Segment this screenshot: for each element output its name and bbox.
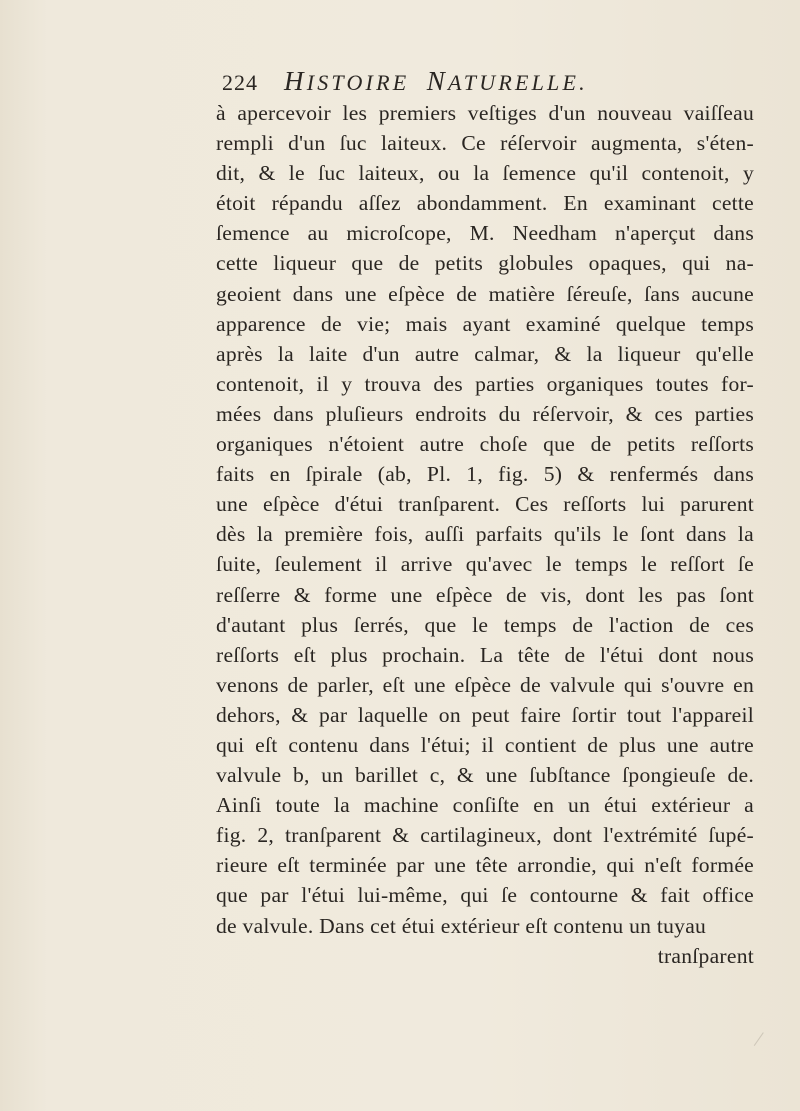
running-title bbox=[284, 66, 588, 97]
text-line: faits en ſpirale (ab, Pl. 1, fig. 5) & renfermés dans bbox=[216, 462, 754, 487]
title-initial-n: N bbox=[426, 66, 448, 96]
text-line: qui eſt contenu dans l'étui; il contient de plus une autre bbox=[216, 732, 754, 757]
text-line: fig. 2, tranſparent & cartilagineux, dont l'extrémité ſupé- bbox=[216, 823, 754, 848]
running-header bbox=[222, 66, 752, 100]
text-line: que par l'étui lui-même, qui ſe contourne & fait office bbox=[216, 883, 754, 908]
text-line: après la laite d'un autre calmar, & la liqueur qu'elle bbox=[216, 341, 754, 366]
text-line: dit, & le ſuc laiteux, ou la ſemence qu'il contenoit, y bbox=[216, 161, 754, 186]
paper-mark bbox=[754, 1032, 766, 1047]
text-line: contenoit, il y trouva des parties organiques toutes for- bbox=[216, 371, 754, 396]
text-line: reſſorts eſt plus prochain. La tête de l'étui dont nous bbox=[216, 642, 754, 667]
text-line: ſemence au microſcope, M. Needham n'aperçut dans bbox=[216, 221, 754, 246]
text-line: rempli d'un ſuc laiteux. Ce réſervoir augmenta, s'éten- bbox=[216, 131, 754, 156]
page-number: 224 bbox=[222, 70, 258, 95]
text-line: reſſerre & forme une eſpèce de vis, dont les pas ſont bbox=[216, 582, 754, 607]
text-line: à apercevoir les premiers veſtiges d'un nouveau vaiſſeau bbox=[216, 101, 754, 125]
text-line: d'autant plus ſerrés, que le temps de l'action de ces bbox=[216, 612, 754, 637]
title-word-istoire: ISTOIRE bbox=[306, 70, 410, 95]
text-line: geoient dans une eſpèce de matière ſéreuſe, ſans aucune bbox=[216, 281, 754, 306]
body-text bbox=[216, 98, 754, 971]
text-line: ſuite, ſeulement il arrive qu'avec le temps le reſſort ſe bbox=[216, 552, 754, 577]
text-line: valvule b, un barillet c, & une ſubſtance ſpongieuſe de. bbox=[216, 763, 754, 788]
text-line: de valvule. Dans cet étui extérieur eſt contenu un tuyau bbox=[216, 913, 707, 938]
text-line: une eſpèce d'étui tranſparent. Ces reſſorts lui parurent bbox=[216, 492, 754, 517]
text-line: rieure eſt terminée par une tête arrondie, qui n'eſt formée bbox=[216, 853, 754, 878]
text-line: apparence de vie; mais ayant examiné quelque temps bbox=[216, 311, 754, 336]
text-line: venons de parler, eſt une eſpèce de valvule qui s'ouvre en bbox=[216, 672, 754, 697]
title-word-aturelle: ATURELLE. bbox=[447, 70, 588, 95]
catchword: tranſparent bbox=[657, 943, 754, 968]
text-line: étoit répandu aſſez abondamment. En examinant cette bbox=[216, 191, 754, 216]
text-line: organiques n'étoient autre choſe que de petits reſſorts bbox=[216, 432, 754, 457]
title-initial-h: H bbox=[284, 66, 307, 96]
text-line: Ainſi toute la machine conſiſte en un étui extérieur a bbox=[216, 793, 754, 818]
text-line: dehors, & par laquelle on peut faire ſortir tout l'appareil bbox=[216, 702, 754, 727]
text-line: dès la première fois, auſſi parfaits qu'ils le ſont dans la bbox=[216, 522, 754, 547]
text-line: mées dans pluſieurs endroits du réſervoir, & ces parties bbox=[216, 401, 754, 426]
text-line: cette liqueur que de petits globules opaques, qui na- bbox=[216, 251, 754, 276]
